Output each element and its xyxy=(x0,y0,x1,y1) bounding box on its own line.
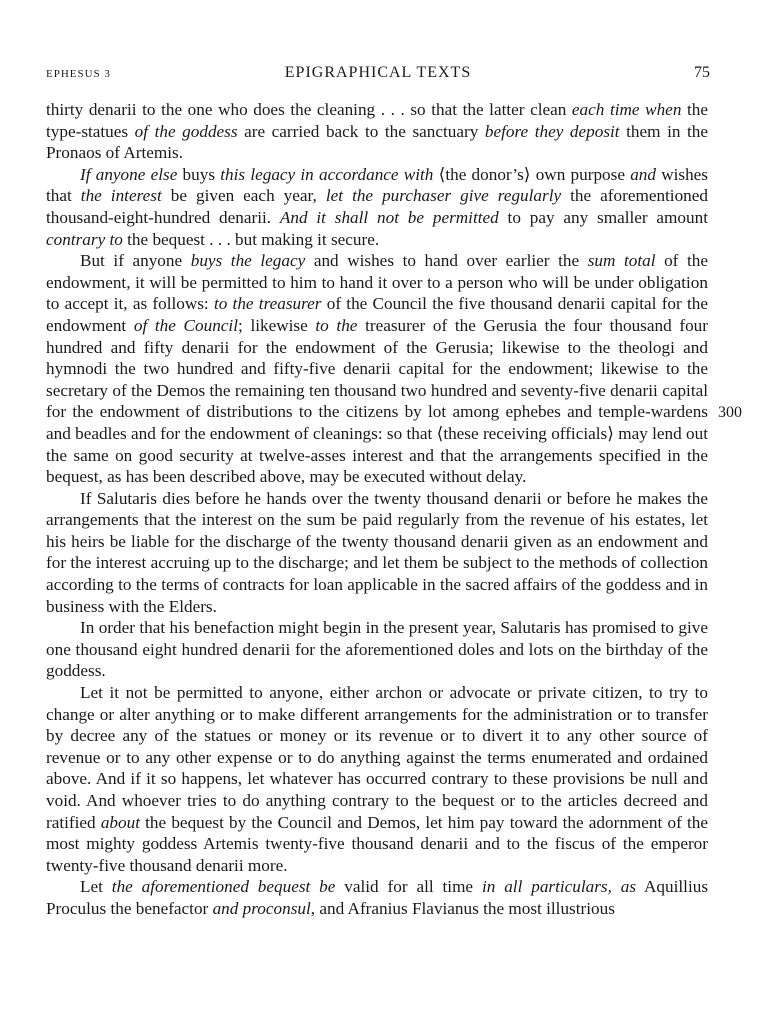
text-run: the bequest by the Council and Demos, let him pay toward the adornment of the most mighty goddess Artemis twenty-five thousand denarii and to the fiscus of the emperor twenty-five thousand denarii more. xyxy=(46,812,708,875)
section-label: EPHESUS 3 xyxy=(46,68,111,80)
italic-text: and xyxy=(630,164,656,184)
italic-text: each time when xyxy=(571,100,682,119)
text-run: treasurer of the Gerusia the four thousand four hundred and fifty denarii for the endowment of the Gerusia; likewise to the theologi and hymnodi the two hundred and fifty-five denarii capital for the endowment; likewise to the secretary of the Demos the remaining ten thousand two hundred and seventy-five denarii capital for the endowment of distributions to the citizens by lot among ephebes and temple-wardens and beadles and for the endowment of cleanings: so that ⟨these receiving officials⟩ may lend out the same on good security at twelve-asses interest and that the arrangements specified in the bequest, as has been described above, may be executed without delay. xyxy=(46,315,708,487)
paragraph xyxy=(46,876,708,919)
text-run: the bequest . . . but making it secure. xyxy=(122,229,380,249)
italic-text: the interest xyxy=(80,186,162,206)
running-header xyxy=(46,64,710,86)
paragraph xyxy=(46,250,708,488)
text-run: , and Afranius Flavianus the most illustrious xyxy=(310,898,615,918)
italic-text: buys the legacy xyxy=(190,251,306,271)
text-run: be given each year, xyxy=(161,186,326,206)
text-run: of the endowment, it will be permitted to him to hand it over to a person who will be under obligation to accept it, as follows: xyxy=(46,251,708,314)
italic-text: about xyxy=(100,812,140,832)
text-run: thirty denarii to the one who does the cleaning . . . so that the latter clean xyxy=(46,100,572,119)
paragraph xyxy=(46,682,708,876)
text-run: of the Council the five thousand denarii capital for the endowment xyxy=(46,294,708,335)
italic-text: And it shall not be permitted xyxy=(279,207,499,227)
italic-text: of the goddess xyxy=(134,121,238,141)
italic-text: the aforementioned bequest be xyxy=(111,877,336,897)
italic-text: in all particulars, as xyxy=(481,877,637,897)
text-run: ; likewise xyxy=(238,315,316,335)
italic-text: If anyone else xyxy=(80,164,178,184)
text-run: ⟨the donor’s⟩ own purpose xyxy=(433,164,631,184)
page-title: EPIGRAPHICAL TEXTS xyxy=(284,64,472,81)
italic-text: let the purchaser give regularly xyxy=(325,186,562,206)
text-run: buys xyxy=(177,164,221,184)
text-run: the type-statues xyxy=(46,100,709,141)
text-run: them in the Pronaos of Artemis. xyxy=(46,121,709,163)
text-run: Let xyxy=(80,877,112,897)
text-run: In order that his benefaction might begin in the present year, Salutaris has promised to give one thousand eight hundred denarii for the aforementioned doles and lots on the birthday of the goddess. xyxy=(46,618,708,681)
italic-text: before they deposit xyxy=(484,121,620,141)
page-number: 75 xyxy=(694,64,710,81)
line-number: 300 xyxy=(718,404,742,421)
text-run: valid for all time xyxy=(335,877,482,897)
paragraph xyxy=(46,164,708,250)
text-run: are carried back to the sanctuary xyxy=(237,121,485,141)
italic-text: contrary to xyxy=(46,229,123,249)
paragraph xyxy=(46,488,708,618)
paragraph xyxy=(46,99,708,164)
italic-text: to the treasurer xyxy=(213,294,322,314)
italic-text: and proconsul xyxy=(212,898,311,918)
text-run: But if anyone xyxy=(80,251,191,271)
italic-text: of the Council xyxy=(133,315,238,335)
paragraph xyxy=(46,617,708,682)
text-run: Let it not be permitted to anyone, either archon or advocate or private citizen, to try to change or alter anything or to make different arrangements for the administration or to transfer by decree any of the statues or money or its revenue or to divert it to any other source of revenue or to any other expense or to do anything against the terms enumerated and ordained above. And if it so happens, let whatever has occurred contrary to these provisions be null and void. And whoever tries to do anything contrary to the bequest or to the articles decreed and ratified xyxy=(46,683,708,832)
italic-text: sum total xyxy=(587,251,656,271)
italic-text: to the xyxy=(315,315,358,335)
text-run: If Salutaris dies before he hands over the twenty thousand denarii or before he makes the arrangements that the interest on the sum be paid regularly from the revenue of his estates, let his heirs be liable for the discharge of the twenty thousand denarii given as an endowment and for the interest accruing up to the discharge; and let them be subject to the methods of collection according to the terms of contracts for loan applicable in the sacred affairs of the goddess and in business with the Elders. xyxy=(46,488,708,616)
text-run: to pay any smaller amount xyxy=(498,207,708,227)
text-run: Aquillius Proculus the benefactor xyxy=(46,877,709,918)
italic-text: this legacy in accordance with xyxy=(220,164,434,184)
text-run: the aforementioned thousand-eight-hundred denarii. xyxy=(46,186,708,227)
text-run: and wishes to hand over earlier the xyxy=(305,251,588,271)
body-text xyxy=(46,99,708,920)
text-run: wishes that xyxy=(46,164,708,206)
